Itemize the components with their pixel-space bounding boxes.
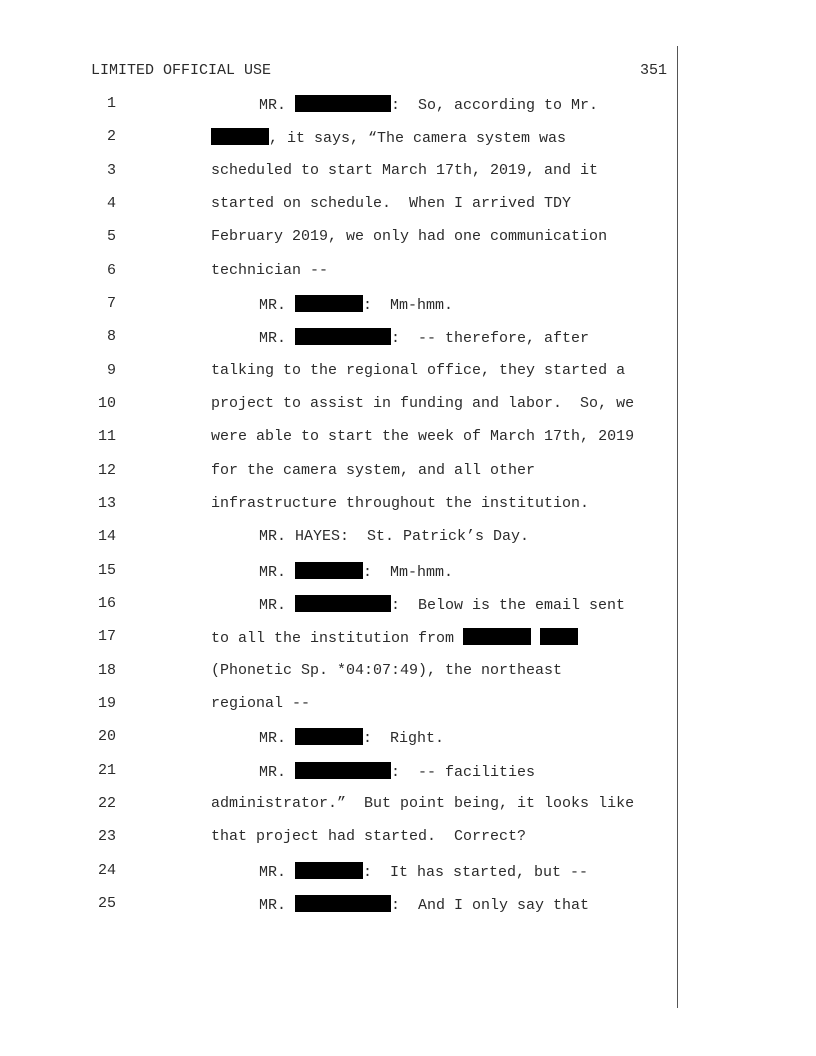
- redaction-block: [211, 128, 269, 145]
- transcript-line: [0, 262, 676, 282]
- line-text: regional --: [211, 695, 311, 712]
- transcript-line: [0, 95, 676, 115]
- line-number: 15: [97, 562, 116, 579]
- line-number: 12: [97, 462, 116, 479]
- line-text: [259, 295, 453, 314]
- text-segment: MR.: [259, 597, 296, 614]
- line-text: [211, 628, 578, 647]
- line-number: 1: [106, 95, 116, 112]
- line-number: 22: [97, 795, 116, 812]
- line-text: [259, 562, 453, 581]
- transcript-line: [0, 462, 676, 482]
- transcript-line: [0, 828, 676, 848]
- transcript-line: [0, 695, 676, 715]
- text-segment: MR.: [259, 564, 296, 581]
- redaction-block: [295, 562, 363, 579]
- line-text: scheduled to start March 17th, 2019, and it: [211, 162, 599, 179]
- redaction-block: [295, 862, 363, 879]
- text-segment: to all the institution from: [211, 630, 464, 647]
- transcript-line: [0, 228, 676, 248]
- redaction-block: [295, 95, 391, 112]
- text-segment: : -- therefore, after: [391, 330, 590, 347]
- transcript-line: [0, 762, 676, 782]
- line-text: [259, 728, 444, 747]
- transcript-line: [0, 395, 676, 415]
- line-number: 2: [106, 128, 116, 145]
- transcript-line: [0, 128, 676, 148]
- line-number: 24: [97, 862, 116, 879]
- line-text: talking to the regional office, they started a: [211, 362, 626, 379]
- line-number: 9: [106, 362, 116, 379]
- line-number: 4: [106, 195, 116, 212]
- text-segment: : Mm-hmm.: [363, 297, 454, 314]
- line-text: [259, 595, 625, 614]
- line-text: [259, 95, 598, 114]
- text-segment: MR.: [259, 730, 296, 747]
- right-margin-rule: [677, 46, 678, 1008]
- line-text: [259, 895, 589, 914]
- line-number: 6: [106, 262, 116, 279]
- line-text: infrastructure throughout the institution.: [211, 495, 590, 512]
- page-number: 351: [640, 62, 668, 79]
- line-number: 11: [97, 428, 116, 445]
- transcript-line: [0, 528, 676, 548]
- line-number: 5: [106, 228, 116, 245]
- text-segment: : So, according to Mr.: [391, 97, 599, 114]
- line-text: that project had started. Correct?: [211, 828, 527, 845]
- redaction-block: [295, 762, 391, 779]
- redaction-block: [295, 595, 391, 612]
- line-text: [211, 128, 566, 147]
- line-text: started on schedule. When I arrived TDY: [211, 195, 572, 212]
- line-text: [259, 328, 589, 347]
- transcript-line: [0, 862, 676, 882]
- line-text: for the camera system, and all other: [211, 462, 536, 479]
- transcript-line: [0, 162, 676, 182]
- line-number: 7: [106, 295, 116, 312]
- text-segment: : Mm-hmm.: [363, 564, 454, 581]
- text-segment: : And I only say that: [391, 897, 590, 914]
- redaction-block: [295, 728, 363, 745]
- line-number: 18: [97, 662, 116, 679]
- transcript-line: [0, 595, 676, 615]
- line-text: were able to start the week of March 17th, 2019: [211, 428, 635, 445]
- line-text: [259, 862, 588, 881]
- text-segment: MR.: [259, 897, 296, 914]
- text-segment: MR.: [259, 297, 296, 314]
- line-text: technician --: [211, 262, 329, 279]
- text-segment: MR.: [259, 330, 296, 347]
- line-number: 21: [97, 762, 116, 779]
- line-number: 8: [106, 328, 116, 345]
- text-segment: MR.: [259, 764, 296, 781]
- text-segment: MR.: [259, 97, 296, 114]
- line-number: 17: [97, 628, 116, 645]
- redaction-block: [295, 328, 391, 345]
- line-number: 20: [97, 728, 116, 745]
- text-segment: , it says, “The camera system was: [269, 130, 567, 147]
- line-text: February 2019, we only had one communication: [211, 228, 608, 245]
- redaction-block: [295, 295, 363, 312]
- transcript-line: [0, 728, 676, 748]
- transcript-line: [0, 195, 676, 215]
- line-number: 10: [97, 395, 116, 412]
- transcript-line: [0, 662, 676, 682]
- transcript-line: [0, 795, 676, 815]
- transcript-line: [0, 895, 676, 915]
- text-segment: : Right.: [363, 730, 445, 747]
- text-segment: : It has started, but --: [363, 864, 589, 881]
- line-text: (Phonetic Sp. *04:07:49), the northeast: [211, 662, 563, 679]
- classification-header: LIMITED OFFICIAL USE: [91, 62, 272, 79]
- text-segment: : Below is the email sent: [391, 597, 626, 614]
- line-number: 19: [97, 695, 116, 712]
- redaction-block: [463, 628, 531, 645]
- redaction-block: [540, 628, 578, 645]
- line-number: 3: [106, 162, 116, 179]
- transcript-line: [0, 362, 676, 382]
- transcript-line: [0, 328, 676, 348]
- transcript-line: [0, 295, 676, 315]
- line-text: project to assist in funding and labor. So, we: [211, 395, 635, 412]
- line-number: 13: [97, 495, 116, 512]
- text-segment: : -- facilities: [391, 764, 536, 781]
- redaction-block: [295, 895, 391, 912]
- line-text: administrator.” But point being, it looks like: [211, 795, 635, 812]
- transcript-line: [0, 562, 676, 582]
- line-number: 14: [97, 528, 116, 545]
- transcript-line: [0, 495, 676, 515]
- transcript-line: [0, 628, 676, 648]
- transcript-line: [0, 428, 676, 448]
- text-segment: MR.: [259, 864, 296, 881]
- line-text: MR. HAYES: St. Patrick’s Day.: [259, 528, 530, 545]
- line-text: [259, 762, 535, 781]
- line-number: 23: [97, 828, 116, 845]
- line-number: 25: [97, 895, 116, 912]
- line-number: 16: [97, 595, 116, 612]
